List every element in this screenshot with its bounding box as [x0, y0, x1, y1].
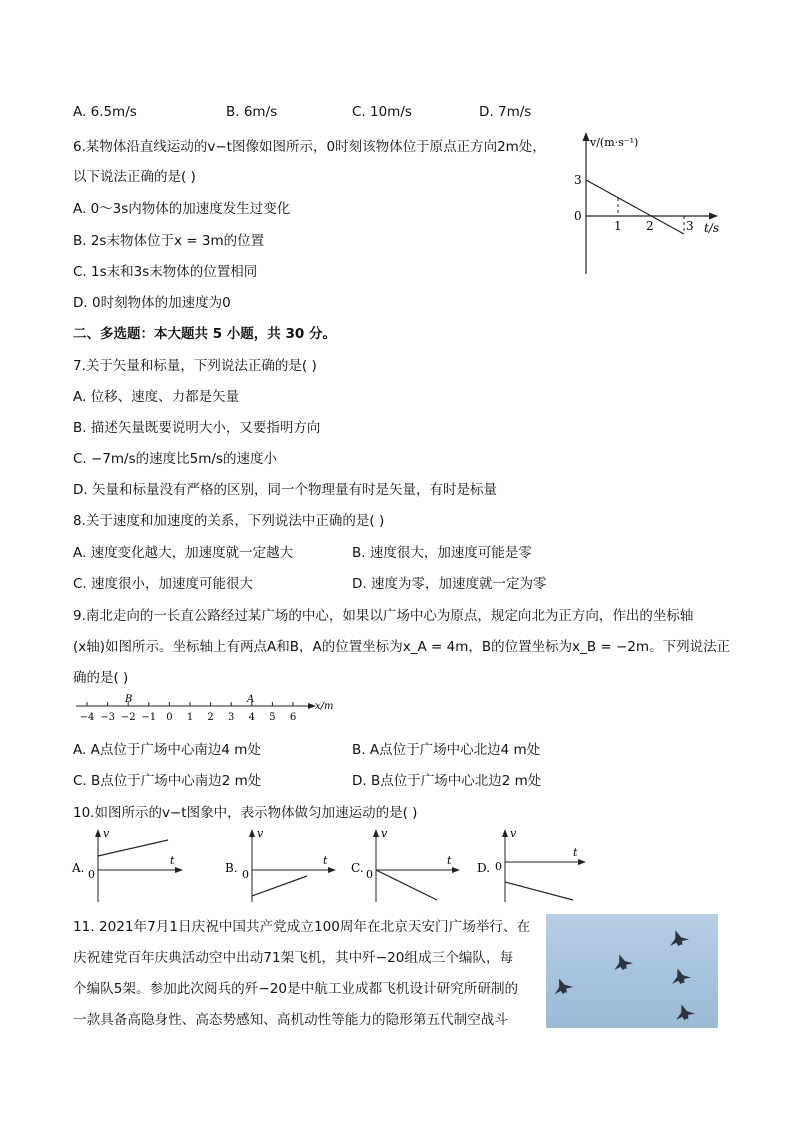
q6-xlabel: t/s — [704, 221, 720, 235]
q8-option-a[interactable]: A. 速度变化越大，加速度就一定越大 — [73, 545, 294, 561]
q10-graph-a[interactable] — [70, 826, 190, 904]
q9-option-c[interactable]: C. B点位于广场中心南边2 m处 — [73, 773, 262, 789]
q10-d-t-label: t — [573, 846, 578, 859]
q6-option-b[interactable]: B. 2s末物体位于x = 3m的位置 — [73, 233, 265, 249]
q10-graph-b[interactable] — [225, 826, 345, 904]
q9-tick-label: −3 — [100, 712, 115, 723]
q10-graph-d[interactable] — [475, 826, 595, 904]
q9-tick-label: 5 — [269, 712, 276, 723]
q10-c-line — [376, 870, 437, 900]
q6-x-tick-3: 3 — [686, 219, 694, 233]
q9-label-a: A — [247, 694, 255, 705]
q10-c-t-label: t — [447, 854, 452, 867]
q6-x-tick-1: 1 — [614, 219, 622, 233]
q11-j20-photo — [546, 914, 718, 1028]
q6-stem-line1: 6.某物体沿直线运动的v−t图像如图所示，0时刻该物体位于原点正方向2m处， — [73, 139, 546, 155]
q10-graph-a-letter: A. — [72, 861, 85, 875]
q11-line1: 11. 2021年7月1日庆祝中国共产党成立100周年在北京天安门广场举行、在 — [73, 919, 531, 935]
q5-option-d[interactable]: D. 7m/s — [479, 104, 532, 120]
q10-graph-c-letter: C. — [351, 861, 364, 875]
q7-option-a[interactable]: A. 位移、速度、力都是矢量 — [73, 389, 240, 405]
q9-tick-label: 1 — [186, 712, 194, 723]
q10-c-zero: 0 — [366, 868, 373, 881]
jet-icon — [550, 975, 575, 997]
q10-graph-b-letter: B. — [225, 861, 238, 875]
q9-tick-label: 3 — [228, 712, 235, 723]
q11-line2: 庆祝建党百年庆典活动空中出动71架飞机，其中歼−20组成三个编队，每 — [73, 950, 514, 966]
jet-icon — [610, 951, 634, 973]
q9-tick-label: 0 — [166, 712, 173, 723]
q6-stem-line2: 以下说法正确的是( ) — [73, 169, 196, 185]
q10-graph-d-letter: D. — [477, 861, 491, 875]
q7-option-c[interactable]: C. −7m/s的速度比5m/s的速度小 — [73, 451, 277, 467]
q6-ylabel: v/(m·s⁻¹) — [590, 136, 639, 149]
q10-b-zero: 0 — [242, 868, 249, 881]
q9-label-b: B — [125, 694, 133, 705]
q6-origin: 0 — [574, 209, 582, 223]
jet-icon — [668, 965, 692, 986]
q6-option-a[interactable]: A. 0～3s内物体的加速度发生过变化 — [73, 201, 291, 217]
q8-option-b[interactable]: B. 速度很大，加速度可能是零 — [352, 545, 532, 561]
q10-a-zero: 0 — [88, 868, 95, 881]
q5-option-a[interactable]: A. 6.5m/s — [73, 104, 137, 120]
q9-stem-line3: 确的是( ) — [73, 670, 129, 686]
q9-tick-label: −4 — [79, 712, 95, 723]
q9-stem-line1: 9.南北走向的一长直公路经过某广场的中心，如果以广场中心为原点，规定向北为正方向，作出的坐标轴 — [73, 608, 694, 624]
q8-option-d[interactable]: D. 速度为零，加速度就一定为零 — [352, 576, 547, 592]
q6-y-tick-3: 3 — [574, 173, 582, 187]
q7-option-d[interactable]: D. 矢量和标量没有严格的区别，同一个物理量有时是矢量，有时是标量 — [73, 482, 497, 498]
q5-option-b[interactable]: B. 6m/s — [226, 104, 278, 120]
q9-tick-label: 2 — [207, 712, 214, 723]
q6-vt-graph — [568, 128, 728, 278]
q9-axis-unit: x/m — [315, 701, 334, 712]
q9-stem-line2: (x轴)如图所示。坐标轴上有两点A和B，A的位置坐标为x_A = 4m，B的位置坐标为x_B = −2m。下列说法正 — [73, 639, 731, 655]
q10-stem: 10.如图所示的v−t图象中，表示物体做匀加速运动的是( ) — [73, 805, 418, 821]
q6-velocity-line — [586, 180, 684, 234]
q9-ticks — [80, 702, 297, 723]
q9-option-a[interactable]: A. A点位于广场中心南边4 m处 — [73, 742, 261, 758]
q10-d-zero: 0 — [495, 860, 502, 873]
q9-option-d[interactable]: D. B点位于广场中心北边2 m处 — [352, 773, 542, 789]
q6-option-c[interactable]: C. 1s末和3s末物体的位置相同 — [73, 264, 258, 280]
jet-icon — [672, 1001, 696, 1022]
q10-a-v-label: v — [103, 827, 110, 840]
q11-line3: 个编队5架。参加此次阅兵的歼−20是中航工业成都飞机设计研究所研制的 — [73, 981, 519, 997]
q7-stem: 7.关于矢量和标量，下列说法正确的是( ) — [73, 358, 317, 374]
q10-c-v-label: v — [381, 827, 388, 840]
q8-option-c[interactable]: C. 速度很小，加速度可能很大 — [73, 576, 254, 592]
q10-a-line — [98, 840, 168, 856]
q6-t-axis-arrow — [709, 213, 718, 220]
q6-option-d[interactable]: D. 0时刻物体的加速度为0 — [73, 295, 231, 311]
q9-option-b[interactable]: B. A点位于广场中心北边4 m处 — [352, 742, 541, 758]
section-2-heading: 二、多选题：本大题共 5 小题，共 30 分。 — [73, 326, 336, 342]
q9-number-axis — [74, 692, 344, 728]
q9-tick-label: 4 — [248, 712, 255, 723]
q11-line4: 一款具备高隐身性、高态势感知、高机动性等能力的隐形第五代制空战斗 — [73, 1012, 508, 1028]
q8-stem: 8.关于速度和加速度的关系，下列说法中正确的是( ) — [73, 513, 385, 529]
q10-graph-c[interactable] — [349, 826, 469, 904]
q9-tick-label: −1 — [141, 712, 157, 723]
q9-tick-label: −2 — [120, 712, 136, 723]
q7-option-b[interactable]: B. 描述矢量既要说明大小，又要指明方向 — [73, 420, 321, 436]
q6-v-axis-arrow — [583, 132, 590, 141]
jet-icon — [666, 927, 690, 948]
q5-option-c[interactable]: C. 10m/s — [352, 104, 412, 120]
q10-b-line — [252, 876, 307, 896]
q11-jets — [546, 914, 718, 1028]
q10-d-v-label: v — [510, 827, 517, 840]
q6-x-tick-2: 2 — [646, 219, 654, 233]
q10-b-v-label: v — [257, 827, 264, 840]
q10-d-line — [505, 882, 573, 900]
q10-b-t-label: t — [323, 854, 328, 867]
q9-tick-label: 6 — [289, 712, 297, 723]
q10-a-t-label: t — [170, 854, 175, 867]
